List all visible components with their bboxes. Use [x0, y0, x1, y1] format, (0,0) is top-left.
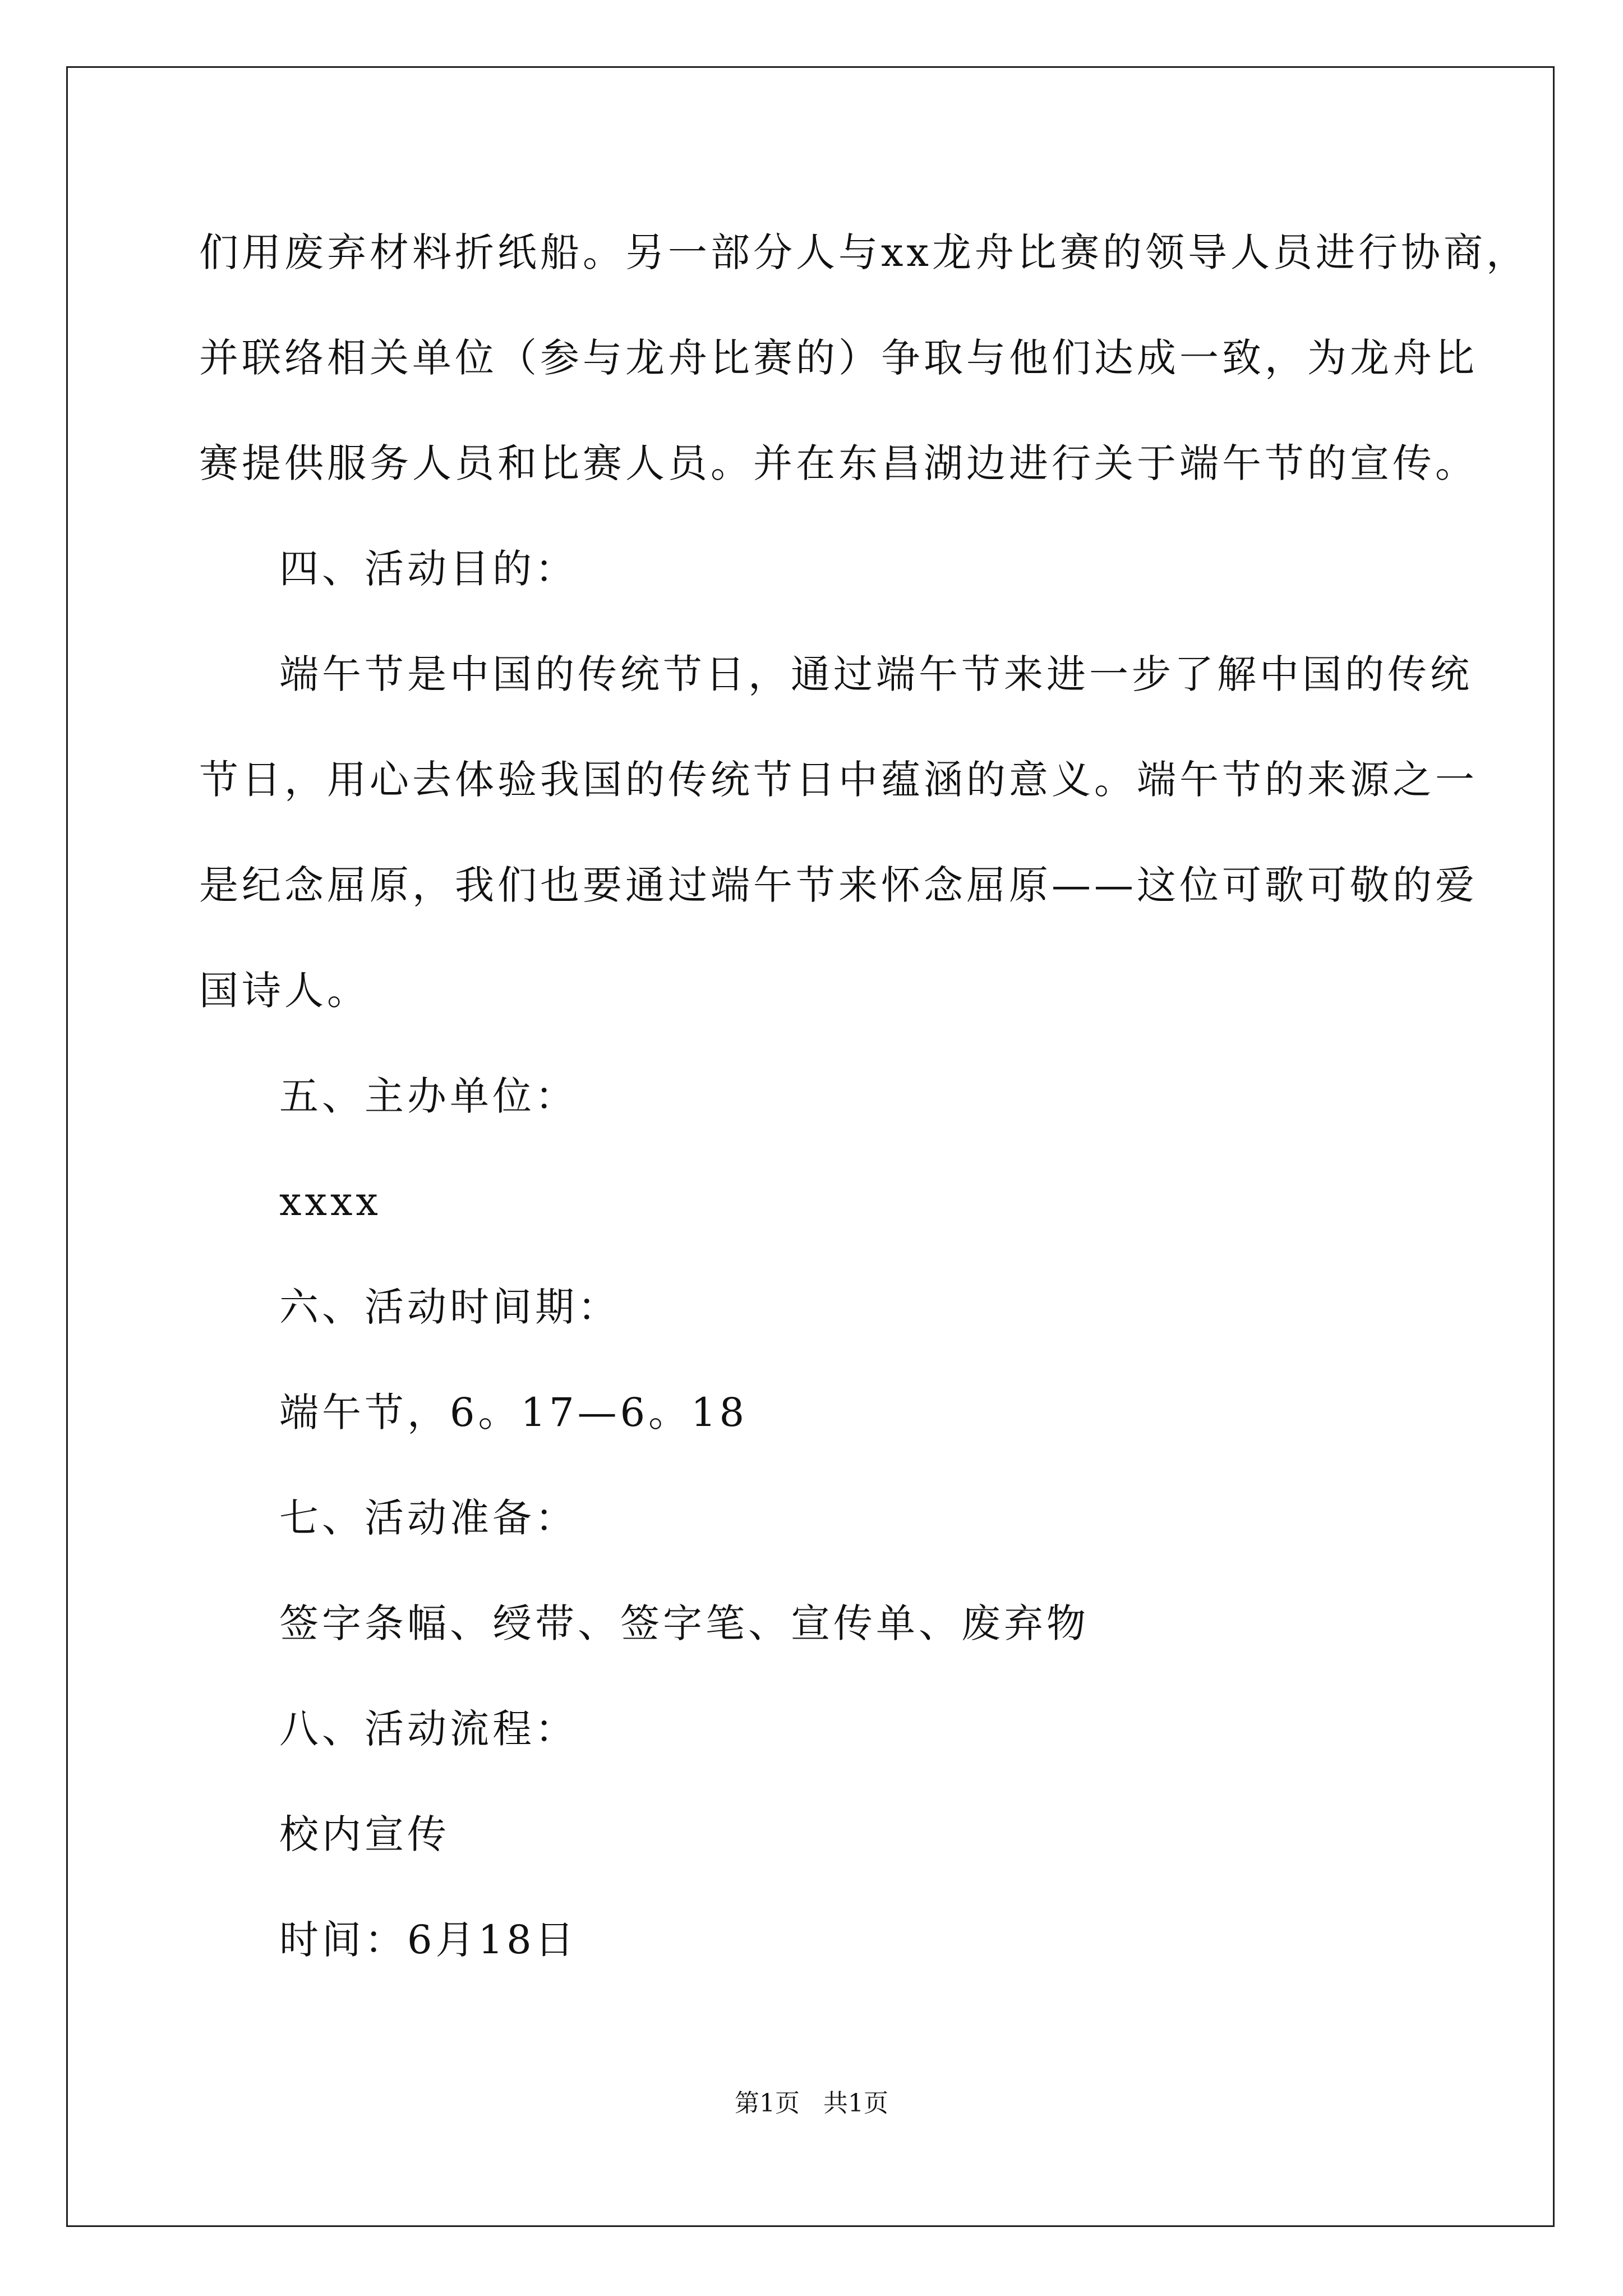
- page-footer: 第1页 共1页: [735, 2089, 888, 2118]
- section-heading-purpose: 四、活动目的：: [279, 546, 578, 592]
- time-value: 端午节，6。17—6。18: [279, 1389, 748, 1435]
- preparation-value: 签字条幅、绶带、签字笔、宣传单、废弃物: [279, 1600, 1089, 1646]
- process-subheading: 校内宣传: [279, 1811, 450, 1857]
- paragraph-line: 端午节是中国的传统节日，通过端午节来进一步了解中国的传统: [279, 651, 1473, 697]
- paragraph-line: 节日，用心去体验我国的传统节日中蕴涵的意义。端午节的来源之一: [199, 757, 1478, 803]
- section-heading-process: 八、活动流程：: [279, 1706, 578, 1752]
- paragraph-line: 并联络相关单位（参与龙舟比赛的）争取与他们达成一致，为龙舟比: [199, 335, 1478, 381]
- section-heading-organizer: 五、主办单位：: [279, 1073, 578, 1119]
- paragraph-line: 国诗人。: [199, 968, 370, 1014]
- process-time: 时间：6月18日: [279, 1917, 578, 1963]
- page-border: [66, 66, 1555, 2227]
- paragraph-line: 赛提供服务人员和比赛人员。并在东昌湖边进行关于端午节的宣传。: [199, 440, 1478, 486]
- paragraph-line: 们用废弃材料折纸船。另一部分人与xx龙舟比赛的领导人员进行协商，: [199, 229, 1529, 275]
- section-heading-preparation: 七、活动准备：: [279, 1495, 578, 1541]
- section-heading-time: 六、活动时间期：: [279, 1284, 620, 1330]
- paragraph-line: 是纪念屈原，我们也要通过端午节来怀念屈原——这位可歌可敬的爱: [199, 862, 1478, 908]
- organizer-value: xxxx: [279, 1179, 381, 1225]
